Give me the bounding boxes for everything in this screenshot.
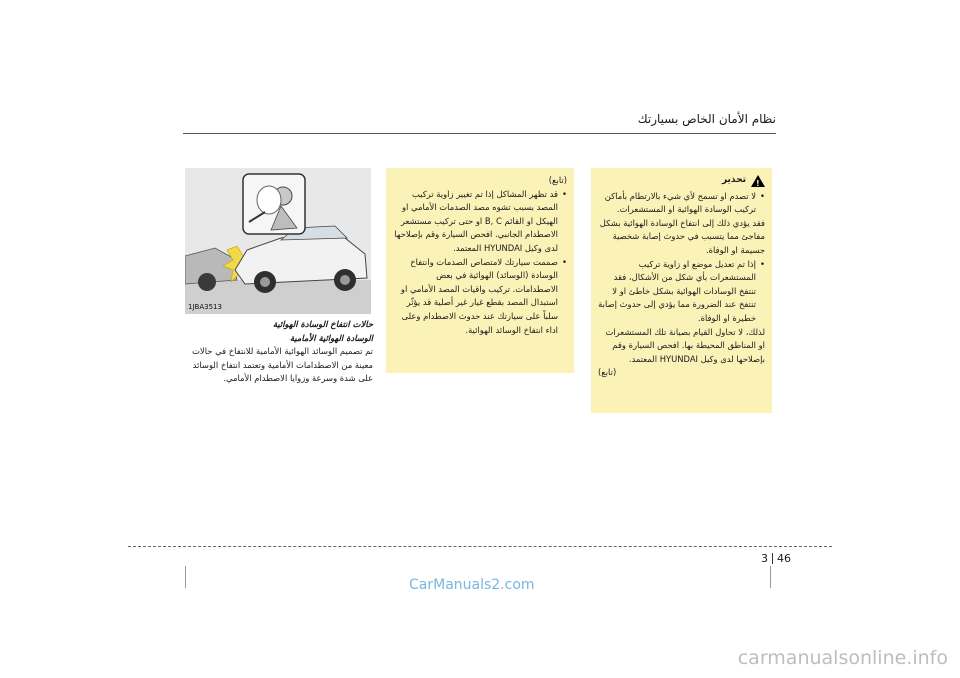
note-item: • قد تظهر المشاكل إذا تم تغيير زاوية تركيب المصد بسبب تشوه مصد الصدمات الأمامي او الهيكل او القائم B, C او حتى تركيب مستشعر الاصطدام الجانبي. افحص السيارة وقم بإصلاحها لدى وكيل HYUNDAI المعتمد. xyxy=(393,188,567,256)
warning-item: • لا تصدم او تسمح لأي شيء بالارتطام بأماكن تركيب الوسادة الهوائية او المستشعرات. xyxy=(598,190,765,217)
note-box xyxy=(386,168,574,373)
warning-continued: (تابع) xyxy=(598,367,617,378)
section-number: 3 xyxy=(761,552,768,565)
page-number-value: 46 xyxy=(777,552,791,565)
warning-list-2 xyxy=(598,258,765,326)
collision-illustration xyxy=(185,168,371,314)
caption-title: حالات انتفاخ الوسادة الهوائية xyxy=(272,319,373,329)
warning-list xyxy=(598,190,765,217)
crop-mark xyxy=(770,566,771,588)
airbag-figure xyxy=(185,168,371,314)
note-item: • صممت سيارتك لامتصاص الصدمات وانتفاخ الوسادة (الوسائد) الهوائية في بعض الاصطدامات. تركيب واقيات المصد الأمامي او استبدال المصد بقطع غيار غير أصلية قد يؤثّر سلباً على سيارتك عند حدوث الاصطدام وعلى اداء انتفاخ الوسائد الهوائية. xyxy=(393,256,567,338)
page-number xyxy=(761,552,791,565)
watermark-link-top[interactable]: CarManuals2.com xyxy=(409,577,535,593)
header-rule xyxy=(183,133,776,134)
warning-paragraph: لذلك، لا تحاول القيام بصيانة تلك المستشعرات او المناطق المحيطة بها. افحص السيارة وقم بإصلاحها لدى وكيل HYUNDAI المعتمد. xyxy=(605,326,765,364)
warning-item: • إذا تم تعديل موضع او زاوية تركيب المستشعرات بأي شكل من الأشكال، فقد تنتفخ الوسادات الهوائية بشكل خاطئ او لا تنتفخ عند الضرورة مما يؤدي إلى حدوث إصابة خطيرة او الوفاة. xyxy=(598,258,765,326)
warning-triangle-icon: ! xyxy=(751,175,765,187)
warning-paragraph: فقد يؤدي ذلك إلى انتفاخ الوسادة الهوائية بشكل مفاجئ مما يتسبب في حدوث إصابة شخصية جسيمة او الوفاة. xyxy=(599,217,765,255)
figure-caption xyxy=(185,318,373,386)
note-continued: (تابع) xyxy=(548,175,567,185)
crop-mark xyxy=(185,566,186,588)
figure-code-label: 1JBA3513 xyxy=(188,303,222,311)
warning-box xyxy=(591,168,772,413)
caption-subtitle: الوسادة الهوائية الأمامية xyxy=(289,332,373,343)
note-list xyxy=(393,188,567,338)
warning-heading xyxy=(598,174,765,188)
watermark-link-bottom[interactable]: carmanualsonline.info xyxy=(737,647,948,669)
page-header-title: نظام الأمان الخاص بسيارتك xyxy=(637,112,776,126)
page-number-separator xyxy=(772,553,773,564)
warning-label: تحذير xyxy=(721,175,746,185)
caption-body: تم تصميم الوسائد الهوائية الأمامية للانتفاخ في حالات معينة من الاصطدامات الأمامية وتعتمد انتفاخ الوسائد على شدة وسرعة وزوايا الاصطدام الأمامي. xyxy=(192,346,373,383)
footer-rule xyxy=(128,546,832,547)
